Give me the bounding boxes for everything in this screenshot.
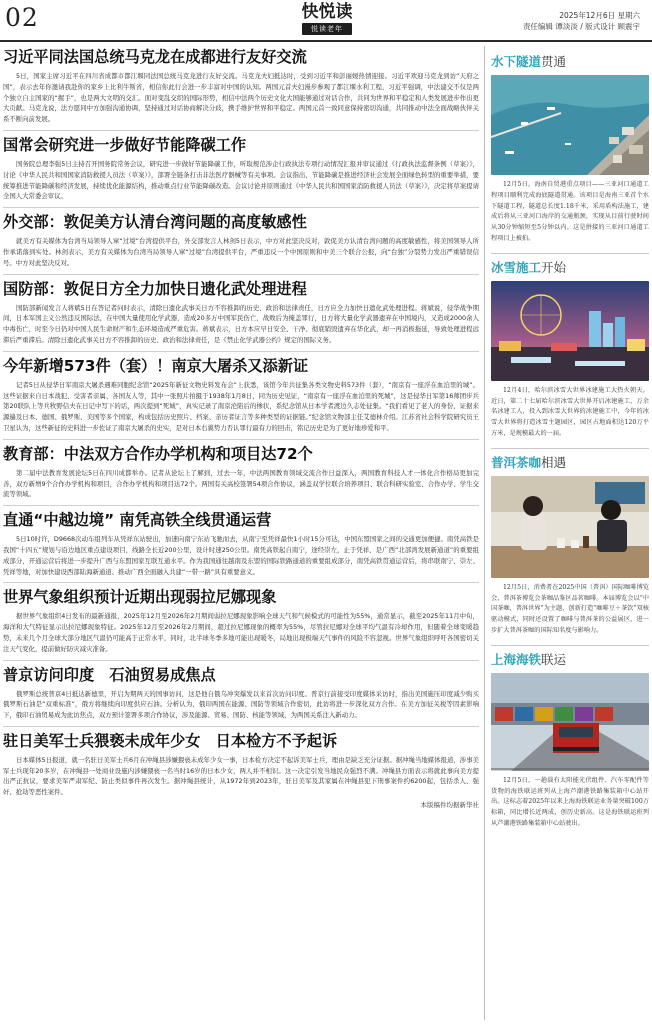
article-headline: 国防部：敦促日方全力加快日遗化武处理进程 — [3, 279, 307, 298]
section-title: 快悦读 — [301, 2, 353, 22]
section-brand-badge: 悦读老年 — [302, 23, 352, 35]
article-putin-india — [3, 666, 479, 721]
article-divider — [3, 660, 479, 661]
sea-rail-train-photo — [491, 673, 649, 771]
article-body: 5日10时许，D9668次动车组列车从凭祥东站驶出，加速向南宁东站飞驰而去，从南宁至凭祥最快1小时15分可达，中国东盟国家之间的交通更加便捷。南凭高铁是我国“十四五”规划与沿边地区重点建设项目，线路全长近200公里，设计时速250公里。南凭高铁起自南宁，途经崇左，止于凭祥，是广西“北部湾发展新通道”的重要组成部分，开通运营后将进一步提升广西与东盟国家互联互通水平。作为我国通往越南及东盟的国际铁路通道的重要组成部分，南凭高铁贯通运营后，将串联南宁、崇左、凭祥等地，对加快建设西部陆海新通道、推动广西全面融入共建“一带一路”具有重要意义。 — [3, 535, 479, 576]
photo-caption: 12月5日，消费者在2025中国（普洱）国际咖啡博览会、普洱茶博览会茶咖品鉴区品茗咖啡。本届博览会以“中国茶咖，普洱世界”为主题，创新打造“咖啡豆＋茶饮”双核驱动模式，同时还设置了咖啡与普洱茶的公益展区，进一步扩大普洱茶咖的国际知名度与影响力。 — [491, 583, 649, 634]
sidebar-heading: 上海海铁联运 — [491, 651, 567, 667]
article-nanjing-evidence — [3, 357, 479, 434]
article-body: 第二届中法教育发展论坛5日在四川成都举办。记者从论坛上了解到，过去一年，中法两国教育领域交流合作日益深入，两国教育科技人才一体化合作格局更加完善，双方新增9个合作办学机构和项目，合作办学机构和项目达72个。两国有关高校签署54项合作协议，涵盖双学位联合培养项目、联合科研实验室、合作办学、学生交流等领域。 — [3, 468, 479, 499]
article-us-soldier — [3, 732, 479, 798]
source-credit: 本版稿件均据新华社 — [420, 801, 479, 810]
header-rule — [0, 40, 652, 42]
sidebar-heading: 冰雪施工开始 — [491, 259, 567, 275]
article-divider — [3, 130, 479, 131]
article-headline: 世界气象组织预计近期出现弱拉尼娜现象 — [3, 588, 277, 607]
article-headline: 国常会研究进一步做好节能降碳工作 — [3, 135, 246, 154]
sidebar-heading: 普洱茶咖相遇 — [491, 454, 567, 470]
tea-coffee-expo-photo — [491, 476, 649, 578]
tunnel-aerial-photo — [491, 75, 649, 175]
sidebar-heading: 水下隧道贯通 — [491, 54, 567, 69]
photo-caption: 12月5日，一趟载有太阳能光伏组件、汽车零配件等货物的海铁联运班列从上海芦潮港铁路集装箱中心站开出。这标志着2025年以来上海海铁联运业务量突破100万标箱，同比增长近两成，创历史新高。这是海铁联运班列从芦潮港铁路集装箱中心站驶出。 — [491, 776, 649, 827]
article-body: 国防部新闻发言人蒋斌5日在答记者问时表示，清除日遗化武事关日方不容推卸的历史、政治和法律责任，日方应全力加快日遗化武处理进程。蒋斌说，侵华战争期间，日本军国主义公然违反国际法，在中国大量使用化学武器，造成20多万中国军民伤亡，战败后为掩盖罪行，日方将大量化学武器遗弃在中国境内，又造成2000余人中毒伤亡，时至今日仍对中国人民生命财产和生态环境造成严重危害。蒋斌表示，日方本应早日安全、干净、彻底销毁遗弃在华化武，却一再消极拖延，导致处理进程远滞后严重滞后。清除日遗化武事关日方不容推卸的历史、政治和法律责任，是《禁止化学武器公约》规定的国际义务。 — [3, 303, 479, 344]
ice-construction-photo — [491, 281, 649, 381]
article-headline: 直通“中越边境” 南凭高铁全线贯通运营 — [3, 511, 272, 530]
article-headline: 今年新增573件（套）！南京大屠杀又添新证 — [3, 356, 309, 375]
article-headline: 外交部：敦促美方认清台湾问题的高度敏感性 — [3, 213, 307, 232]
page-header — [0, 0, 652, 42]
article-la-nina — [3, 588, 479, 654]
article-defense-ministry — [3, 280, 479, 346]
article-foreign-ministry — [3, 213, 479, 268]
dateline: 2025年12月6日 星期六 — [559, 11, 640, 20]
article-body: 5日，国家主席习近平在四川省成都市都江堰同法国总统马克龙进行友好交流。马克龙夫妇抵达时，受到习近平和彭丽媛热情迎接。习近平欢迎马克龙到访“天府之国”，表示去年你邀请我赴你的家乡上比利牛斯省，相信你此行会进一步丰富对中国的认知。两国元首夫妇漫步参观了都江堰水利工程，习近平强调，中法建交不仅是两个独立自主国家的“握手”，也是两大文明的交汇。面对变乱交织的国际形势，相信中法两个历史文化大国能够通过对话合作，共同为世界和平稳定和人类发展进步作出更大贡献。马克龙说，法方愿同中方加强沟通协调，坚持通过对话协商解决分歧，携手维护世界和平稳定。两国元首一致同意保持密切沟通，共同推动中法全面战略伙伴关系不断向前发展。 — [3, 72, 479, 124]
article-body: 记者5日从侵华日军南京大屠杀遇难同胞纪念馆“2025年新征文物史料发布会”上获悉，该馆今年共征集各类文物史料573件（套），“南京有一座浮在血泊里的城”。这些证据来自日本战犯、受害者亲属、各国友人等，其中一张照片拍摄于1938年1月8日，同为历史见证，“南京有一座浮在血泊里的死城”，这是侵华日军第16师团步兵第20联队上等兵牧野信夫在日记中写下的话，两次提到“死城”，真实记录了南京沦陷后的惨状，系纪念馆从日本学者渡边久志处征集。“我们看见了老人的身份，证据来源遍及日本、德国、俄罗斯、美国等多个国家，构成包括历史照片、档案、亲历者证言等多种类型的证据链。”纪念馆文物部主任艾德林介绍。江苏省社会科学院研究员王卫星认为，这些新征的史料进一步佐证了南京大屠杀的史实，是对日本右翼势力否认罪行最有力的回击，铭记历史是为了更好地珍爱和平。 — [3, 380, 479, 432]
article-body: 国务院总理李强5日主持召开国务院常务会议，研究进一步做好节能降碳工作，听取规范涉企行政执法专项行动情况汇报并审议通过《行政执法监督条例（草案）》，讨论《中华人民共和国国家消防救援人员法（草案）》，部署全链条打击非法医疗器械等有关事项。会议指出，节能降碳是推进经济社会发展全面绿色转型的重要举措，要统筹推进节能降碳和经济发展，持续优化能源结构，推动重点行业节能降碳改造。会议讨论并原则通过《中华人民共和国国家消防救援人员法（草案）》，决定将草案提请全国人大常委会审议。 — [3, 159, 479, 201]
article-body: 俄罗斯总统普京4日抵达新德里，开启为期两天的国事访问，这是他自俄乌冲突爆发以来首次访问印度。普京行前接受印度媒体采访时，指出美国施压印度减少购买俄罗斯石油是“双重标准”，俄方将继续向印度供应石油。分析认为，俄印两国在能源、国防等领域合作密切，此访将进一步深化双方合作。在美方加征关税等因素影响下，俄印石油贸易成为此访焦点，双方预计签署多项合作协议，涉及能源、贸易、国防、核能等领域，为两国关系注入新动力。 — [3, 689, 479, 720]
sidebar-divider — [491, 645, 649, 646]
photo-sidebar — [491, 48, 649, 1020]
news-column — [3, 48, 479, 1020]
sidebar-divider — [491, 253, 649, 254]
article-divider — [3, 726, 479, 727]
article-divider — [3, 582, 479, 583]
column-divider — [484, 46, 485, 1020]
article-headline: 习近平同法国总统马克龙在成都进行友好交流 — [3, 48, 307, 66]
article-headline: 教育部：中法双方合作办学机构和项目达72个 — [3, 444, 313, 463]
article-xi-macron — [3, 48, 479, 125]
photo-caption: 12月4日，哈尔滨冰雪大世界冰建施工大热火朝天。近日，第二十七届哈尔滨冰雪大世界开启冰建施工，万余名冰建工人，投入到冰雪大世界的冰建施工中，今年的冰雪大世界将打造冰雪主题园区，园区占地面积达120万平方米，是规模最大的一届。 — [491, 386, 649, 437]
article-body: 日本媒体5日报道，就一名驻日美军士兵6月在冲绳县涉嫌猥亵未成年少女一事，日本检方决定不起诉美军士兵，理由是缺乏充分证据。据冲绳当地媒体报道，涉事美军士兵现年20多岁，在冲绳县一处商业设施内涉嫌猥亵一名当时16岁的日本少女，两人并不相识。这一决定引发当地民众强烈不满。冲绳县方面表示将就此事向美方提出严正抗议，要求美军严肃军纪、防止类似事件再次发生。据冲绳县统计，从1972年到2023年，驻日美军及其家属在冲绳县犯下刑事案件约6200起，包括杀人、强奸、抢劫等恶性案件。 — [3, 755, 479, 797]
article-state-council — [3, 136, 479, 202]
article-headline: 驻日美军士兵猥亵未成年少女 日本检方不予起诉 — [3, 731, 338, 750]
article-divider — [3, 351, 479, 352]
article-body: 据世界气象组织4日发布的最新通报，2025年12月至2026年2月期间弱拉尼娜现象影响全球天气和气候模式的可能性为55%，通常显示，截至2025年11月中旬，海洋和大气特征显示出拉尼娜现象特征。2025年12月至2026年2月期间，超过拉尼娜现象的概率为55%，尽管拉尼娜对全球平均气温有冷却作用，但随着全球变暖趋势，未来几个月全球大部分地区气温仍可能高于正常水平，同时，北半球冬季多地可能出现暖冬，局地出现极端天气事件的风险不容忽视。世界气象组织呼吁各国密切关注天气变化，提前做好防灾减灾准备。 — [3, 612, 479, 653]
photo-caption: 12月5日，海南自贸港重点项目——三亚河口通道工程项目顺利完成海底隧道贯通。该项目是海南三亚首个水下隧道工程，隧道总长度1.18千米，采用盾构法施工，建成后将从三亚河口海岸的交通瓶颈，实现从目前行驶时间从30分钟缩短至5分钟以内。这是拼接的三亚河口通道工程项目上被拍。 — [491, 181, 649, 242]
article-headline: 普京访问印度 石油贸易成焦点 — [3, 665, 216, 684]
article-education-ministry — [3, 445, 479, 500]
article-divider — [3, 505, 479, 506]
page-number: 02 — [5, 3, 39, 32]
article-divider — [3, 274, 479, 275]
editor-credit: 责任编辑 谭淡淡 / 版式设计 顾震宇 — [522, 22, 640, 31]
article-divider — [3, 207, 479, 208]
article-nanping-railway — [3, 511, 479, 577]
article-divider — [3, 439, 479, 440]
article-body: 就美方有关媒体为台湾当局领导人窜“过境”台湾提供平台，外交部发言人林剑5日表示，中方对此坚决反对，敦促美方认清台湾问题的高度敏感性，将美国领导人所作承诺落到实处。林剑表示，美方有关媒体为台湾当局领导人窜“过境”台湾提供平台，严重违反一个中国原则和中美三个联合公报，向“台独”分裂势力发出严重错误信号。中方对此坚决反对。 — [3, 237, 479, 267]
sidebar-divider — [491, 448, 649, 449]
